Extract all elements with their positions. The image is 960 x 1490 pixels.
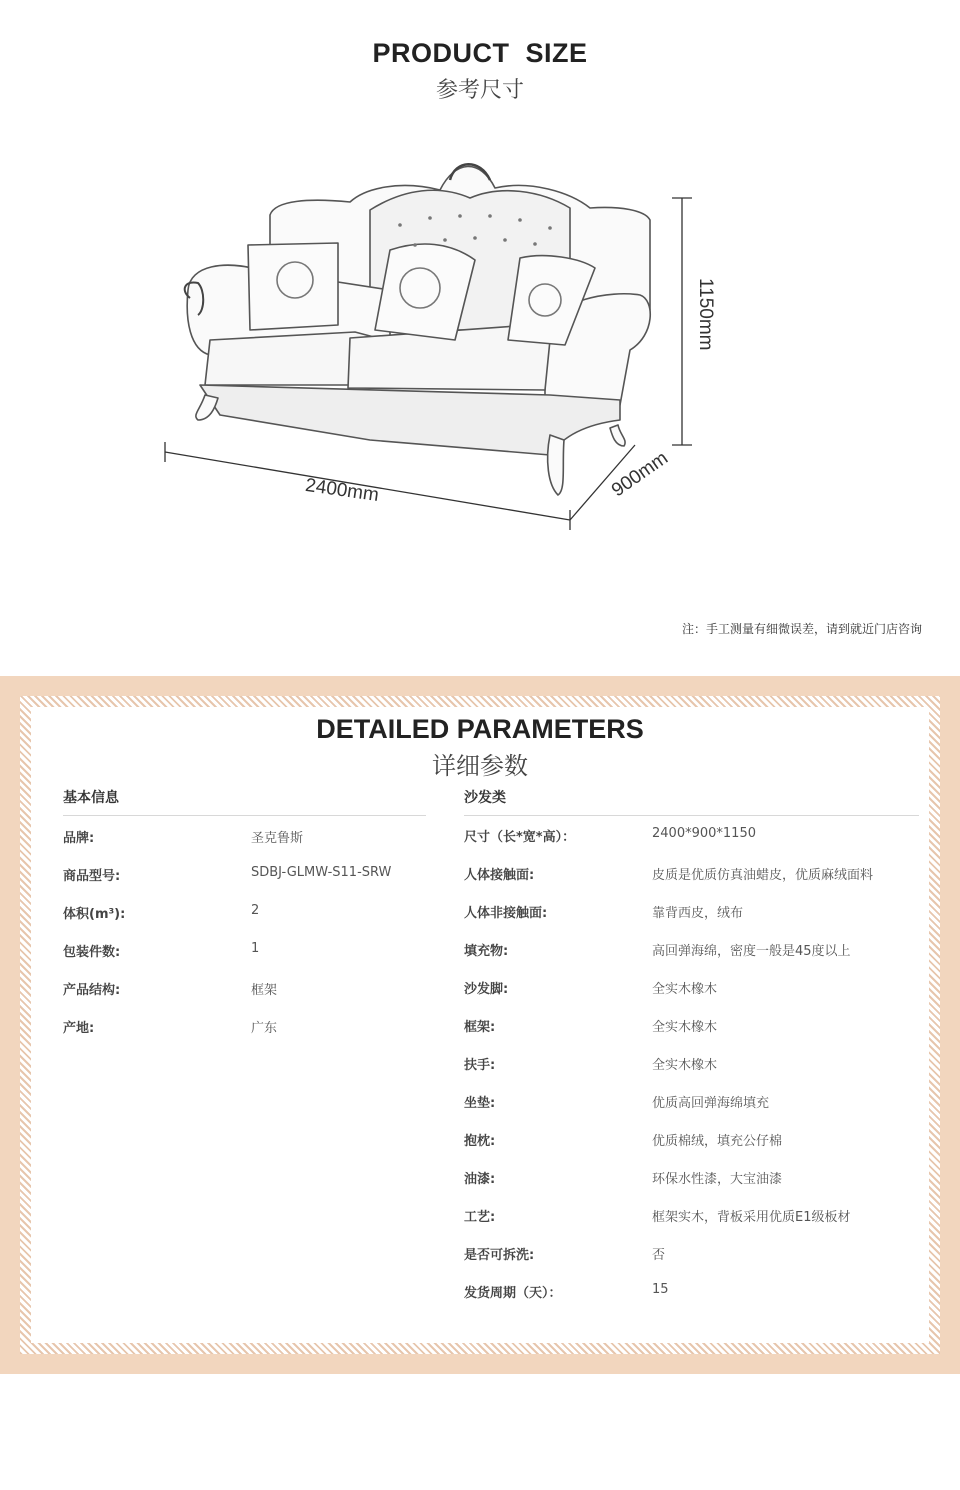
basic-row-label: 品牌: (63, 831, 95, 846)
sofa-row-label: 尺寸（长*宽*高）： (464, 830, 576, 845)
basic-row-label: 产地: (63, 1021, 95, 1036)
basic-row-label: 商品型号: (63, 869, 121, 884)
basic-row-value: 圣克鲁斯 (251, 831, 304, 846)
sofa-row-label: 抱枕: (464, 1134, 496, 1149)
product-size-subtitle: 参考尺寸 (435, 78, 524, 103)
sofa-row-label: 坐垫: (464, 1096, 496, 1111)
depth-dimension-label: 900mm (608, 447, 672, 502)
measurement-note: 注：手工测量有细微误差，请到就近门店咨询 (681, 622, 922, 636)
sofa-info-divider (464, 815, 919, 816)
sofa-row-value: 全实木橡木 (652, 1058, 718, 1073)
sofa-row-label: 填充物: (464, 944, 509, 959)
basic-row-value: 广东 (251, 1021, 278, 1036)
sofa-row-label: 人体非接触面: (464, 906, 548, 921)
sofa-row-label: 油漆: (464, 1172, 496, 1187)
sofa-row-value: 皮质是优质仿真油蜡皮，优质麻绒面料 (652, 868, 874, 883)
sofa-row-value: 优质高回弹海绵填充 (652, 1096, 770, 1111)
sofa-row-label: 是否可拆洗: (464, 1248, 535, 1263)
basic-row-label: 包装件数: (63, 945, 121, 960)
sofa-row-value: 优质棉绒，填充公仔棉 (652, 1134, 783, 1149)
sofa-row-value: 高回弹海绵，密度一般是45度以上 (652, 944, 851, 959)
sofa-row-value: 全实木橡木 (652, 982, 718, 997)
page-bottom-spacer (0, 1374, 960, 1490)
basic-row-value: SDBJ-GLMW-S11-SRW (251, 865, 392, 880)
product-size-section (0, 0, 960, 676)
sofa-row-label: 扶手: (464, 1058, 496, 1073)
sofa-row-value: 15 (652, 1282, 669, 1297)
sofa-row-value: 环保水性漆，大宝油漆 (652, 1172, 783, 1187)
sofa-row-label: 沙发脚: (464, 982, 509, 997)
sofa-row-value: 2400*900*1150 (652, 826, 756, 841)
sofa-row-label: 发货周期（天）： (464, 1286, 562, 1301)
parameters-title: DETAILED PARAMETERS (316, 714, 644, 744)
height-dimension-label: 1150mm (695, 278, 716, 351)
width-dimension-label: 2400mm (303, 474, 381, 507)
basic-info-divider (63, 815, 426, 816)
sofa-row-value: 否 (652, 1248, 666, 1263)
parameters-subtitle: 详细参数 (432, 752, 528, 780)
basic-row-label: 体积(m³): (63, 907, 126, 922)
sofa-info-header: 沙发类 (464, 790, 506, 806)
sofa-row-label: 框架: (464, 1020, 496, 1035)
basic-row-value: 框架 (251, 983, 278, 998)
sofa-row-value: 靠背西皮，绒布 (652, 906, 744, 921)
sofa-row-value: 全实木橡木 (652, 1020, 718, 1035)
basic-row-value: 1 (251, 941, 260, 956)
product-size-title: PRODUCT SIZE (372, 38, 588, 68)
sofa-row-label: 工艺: (464, 1210, 496, 1225)
sofa-row-label: 人体接触面: (464, 868, 535, 883)
basic-info-header: 基本信息 (63, 790, 119, 806)
sofa-row-value: 框架实木，背板采用优质E1级板材 (652, 1210, 851, 1225)
basic-row-label: 产品结构: (63, 983, 121, 998)
basic-row-value: 2 (251, 903, 260, 918)
